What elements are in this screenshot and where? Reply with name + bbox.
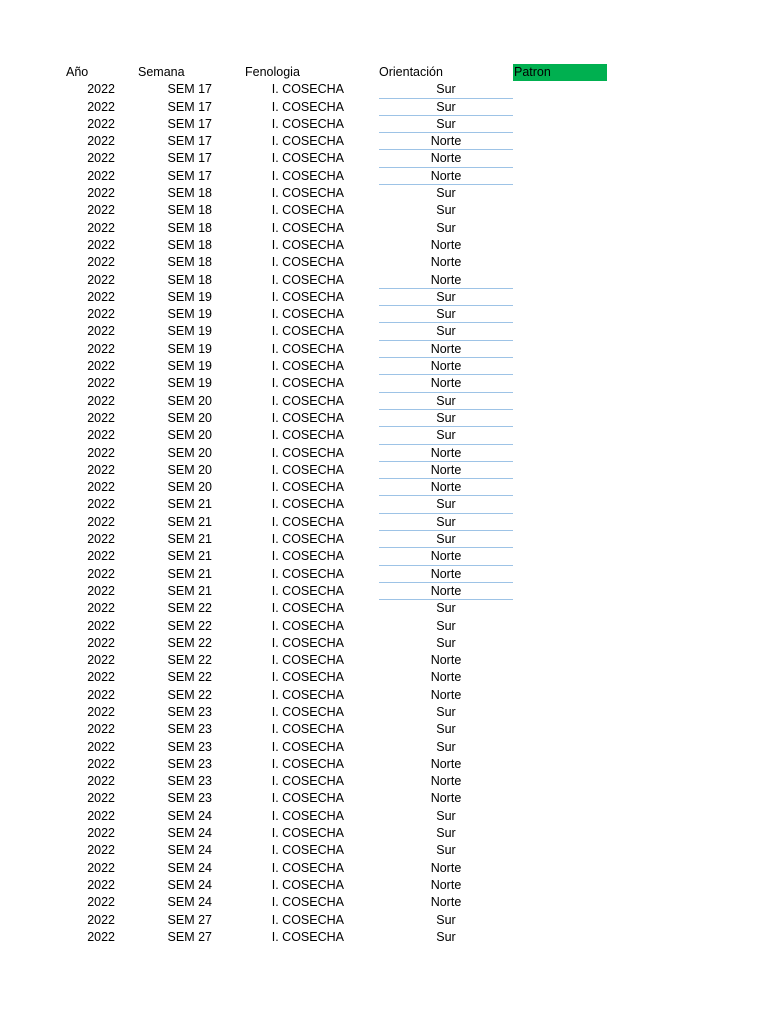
- cell-fenologia[interactable]: I. COSECHA: [271, 756, 344, 771]
- table-row: [0, 341, 768, 358]
- cell-orientacion[interactable]: Norte: [430, 670, 462, 685]
- table-row: [0, 739, 768, 756]
- cell-semana[interactable]: SEM 24: [167, 826, 212, 841]
- cell-semana[interactable]: SEM 21: [167, 497, 212, 512]
- cell-ano[interactable]: 2022: [87, 756, 115, 771]
- cell-fenologia[interactable]: I. COSECHA: [271, 289, 344, 304]
- cell-fenologia[interactable]: I. COSECHA: [271, 480, 344, 495]
- cell-orientacion[interactable]: Norte: [379, 566, 513, 583]
- table-row: [0, 99, 768, 116]
- cell-semana[interactable]: SEM 24: [167, 808, 212, 823]
- cell-ano[interactable]: 2022: [87, 255, 115, 270]
- cell-orientacion[interactable]: Sur: [379, 323, 513, 340]
- cell-semana[interactable]: SEM 22: [167, 618, 212, 633]
- table-row: [0, 410, 768, 427]
- cell-fenologia[interactable]: I. COSECHA: [271, 532, 344, 547]
- table-row: [0, 635, 768, 652]
- cell-fenologia[interactable]: I. COSECHA: [271, 341, 344, 356]
- table-row: [0, 721, 768, 738]
- cell-semana[interactable]: SEM 27: [167, 912, 212, 927]
- cell-semana[interactable]: SEM 19: [167, 324, 212, 339]
- table-row: [0, 220, 768, 237]
- cell-semana[interactable]: SEM 20: [167, 393, 212, 408]
- table-row: [0, 877, 768, 894]
- cell-orientacion[interactable]: Sur: [379, 81, 513, 98]
- cell-ano[interactable]: 2022: [87, 670, 115, 685]
- cell-fenologia[interactable]: I. COSECHA: [271, 255, 344, 270]
- spreadsheet-table: [0, 64, 768, 946]
- table-row: [0, 548, 768, 565]
- cell-fenologia[interactable]: I. COSECHA: [271, 445, 344, 460]
- cell-ano[interactable]: 2022: [87, 826, 115, 841]
- cell-ano[interactable]: 2022: [87, 653, 115, 668]
- table-row: [0, 254, 768, 271]
- cell-semana[interactable]: SEM 18: [167, 220, 212, 235]
- cell-semana[interactable]: SEM 22: [167, 687, 212, 702]
- cell-ano[interactable]: 2022: [87, 774, 115, 789]
- cell-ano[interactable]: 2022: [87, 860, 115, 875]
- cell-orientacion[interactable]: Norte: [379, 375, 513, 392]
- cell-ano[interactable]: 2022: [87, 116, 115, 131]
- cell-semana[interactable]: SEM 19: [167, 307, 212, 322]
- cell-orientacion[interactable]: Norte: [430, 237, 462, 252]
- cell-orientacion[interactable]: Norte: [379, 548, 513, 565]
- cell-fenologia[interactable]: I. COSECHA: [271, 393, 344, 408]
- cell-orientacion[interactable]: Norte: [430, 653, 462, 668]
- table-row: [0, 669, 768, 686]
- table-row: [0, 462, 768, 479]
- cell-orientacion[interactable]: Sur: [436, 635, 456, 650]
- cell-ano[interactable]: 2022: [87, 497, 115, 512]
- cell-ano[interactable]: 2022: [87, 843, 115, 858]
- cell-semana[interactable]: SEM 22: [167, 635, 212, 650]
- cell-ano[interactable]: 2022: [87, 307, 115, 322]
- cell-fenologia[interactable]: I. COSECHA: [271, 514, 344, 529]
- table-row: [0, 652, 768, 669]
- cell-ano[interactable]: 2022: [87, 220, 115, 235]
- table-row: [0, 150, 768, 167]
- cell-fenologia[interactable]: I. COSECHA: [271, 237, 344, 252]
- cell-fenologia[interactable]: I. COSECHA: [271, 462, 344, 477]
- cell-fenologia[interactable]: I. COSECHA: [271, 653, 344, 668]
- table-row: [0, 600, 768, 617]
- table-row: [0, 496, 768, 513]
- cell-fenologia[interactable]: I. COSECHA: [271, 410, 344, 425]
- cell-orientacion[interactable]: Sur: [436, 912, 456, 927]
- cell-orientacion[interactable]: Sur: [379, 531, 513, 548]
- cell-fenologia[interactable]: I. COSECHA: [271, 618, 344, 633]
- cell-ano[interactable]: 2022: [87, 428, 115, 443]
- cell-semana[interactable]: SEM 24: [167, 860, 212, 875]
- table-row: [0, 531, 768, 548]
- cell-semana[interactable]: SEM 23: [167, 722, 212, 737]
- cell-semana[interactable]: SEM 18: [167, 255, 212, 270]
- cell-fenologia[interactable]: I. COSECHA: [271, 428, 344, 443]
- cell-orientacion[interactable]: Sur: [436, 843, 456, 858]
- cell-ano[interactable]: 2022: [87, 514, 115, 529]
- cell-orientacion[interactable]: Sur: [379, 289, 513, 306]
- cell-fenologia[interactable]: I. COSECHA: [271, 359, 344, 374]
- cell-ano[interactable]: 2022: [87, 601, 115, 616]
- cell-fenologia[interactable]: I. COSECHA: [271, 877, 344, 892]
- table-row: [0, 289, 768, 306]
- table-row: [0, 773, 768, 790]
- header-patron[interactable]: Patron: [513, 64, 607, 81]
- cell-orientacion[interactable]: Norte: [379, 133, 513, 150]
- cell-semana[interactable]: SEM 19: [167, 289, 212, 304]
- cell-fenologia[interactable]: I. COSECHA: [271, 99, 344, 114]
- cell-fenologia[interactable]: I. COSECHA: [271, 912, 344, 927]
- cell-ano[interactable]: 2022: [87, 203, 115, 218]
- cell-semana[interactable]: SEM 17: [167, 168, 212, 183]
- cell-fenologia[interactable]: I. COSECHA: [271, 82, 344, 97]
- cell-orientacion[interactable]: Sur: [379, 116, 513, 133]
- table-row: [0, 704, 768, 721]
- cell-fenologia[interactable]: I. COSECHA: [271, 722, 344, 737]
- cell-semana[interactable]: SEM 17: [167, 116, 212, 131]
- cell-ano[interactable]: 2022: [87, 272, 115, 287]
- cell-orientacion[interactable]: Sur: [436, 929, 456, 944]
- table-row: [0, 445, 768, 462]
- cell-ano[interactable]: 2022: [87, 341, 115, 356]
- cell-semana[interactable]: SEM 21: [167, 566, 212, 581]
- cell-semana[interactable]: SEM 22: [167, 601, 212, 616]
- cell-semana[interactable]: SEM 22: [167, 653, 212, 668]
- cell-fenologia[interactable]: I. COSECHA: [271, 895, 344, 910]
- cell-orientacion[interactable]: Norte: [379, 462, 513, 479]
- cell-orientacion[interactable]: Sur: [436, 722, 456, 737]
- cell-ano[interactable]: 2022: [87, 237, 115, 252]
- table-row: [0, 790, 768, 807]
- cell-ano[interactable]: 2022: [87, 704, 115, 719]
- cell-orientacion[interactable]: Sur: [436, 739, 456, 754]
- cell-ano[interactable]: 2022: [87, 445, 115, 460]
- table-row: [0, 583, 768, 600]
- cell-fenologia[interactable]: I. COSECHA: [271, 116, 344, 131]
- cell-fenologia[interactable]: I. COSECHA: [271, 929, 344, 944]
- cell-semana[interactable]: SEM 18: [167, 186, 212, 201]
- cell-semana[interactable]: SEM 27: [167, 929, 212, 944]
- cell-orientacion[interactable]: Sur: [379, 306, 513, 323]
- table-row: [0, 894, 768, 911]
- cell-orientacion[interactable]: Sur: [379, 410, 513, 427]
- cell-orientacion[interactable]: Norte: [430, 687, 462, 702]
- cell-fenologia[interactable]: I. COSECHA: [271, 583, 344, 598]
- cell-ano[interactable]: 2022: [87, 359, 115, 374]
- cell-fenologia[interactable]: I. COSECHA: [271, 635, 344, 650]
- cell-ano[interactable]: 2022: [87, 186, 115, 201]
- cell-semana[interactable]: SEM 17: [167, 99, 212, 114]
- cell-ano[interactable]: 2022: [87, 912, 115, 927]
- cell-semana[interactable]: SEM 23: [167, 704, 212, 719]
- table-row: [0, 323, 768, 340]
- cell-ano[interactable]: 2022: [87, 376, 115, 391]
- table-row: [0, 375, 768, 392]
- cell-semana[interactable]: SEM 19: [167, 376, 212, 391]
- cell-fenologia[interactable]: I. COSECHA: [271, 739, 344, 754]
- header-ano[interactable]: Año: [66, 65, 89, 79]
- table-row: [0, 272, 768, 289]
- cell-fenologia[interactable]: I. COSECHA: [271, 376, 344, 391]
- cell-orientacion[interactable]: Sur: [436, 826, 456, 841]
- cell-semana[interactable]: SEM 20: [167, 428, 212, 443]
- cell-fenologia[interactable]: I. COSECHA: [271, 272, 344, 287]
- cell-semana[interactable]: SEM 17: [167, 134, 212, 149]
- cell-semana[interactable]: SEM 19: [167, 359, 212, 374]
- cell-ano[interactable]: 2022: [87, 722, 115, 737]
- cell-orientacion[interactable]: Sur: [436, 186, 456, 201]
- cell-ano[interactable]: 2022: [87, 99, 115, 114]
- cell-semana[interactable]: SEM 20: [167, 480, 212, 495]
- cell-fenologia[interactable]: I. COSECHA: [271, 843, 344, 858]
- cell-ano[interactable]: 2022: [87, 480, 115, 495]
- cell-ano[interactable]: 2022: [87, 324, 115, 339]
- table-row: [0, 514, 768, 531]
- cell-orientacion[interactable]: Norte: [379, 168, 513, 185]
- cell-fenologia[interactable]: I. COSECHA: [271, 601, 344, 616]
- cell-fenologia[interactable]: I. COSECHA: [271, 497, 344, 512]
- cell-orientacion[interactable]: Norte: [379, 583, 513, 600]
- cell-ano[interactable]: 2022: [87, 462, 115, 477]
- cell-ano[interactable]: 2022: [87, 566, 115, 581]
- cell-fenologia[interactable]: I. COSECHA: [271, 203, 344, 218]
- cell-fenologia[interactable]: I. COSECHA: [271, 670, 344, 685]
- table-row: [0, 756, 768, 773]
- cell-ano[interactable]: 2022: [87, 635, 115, 650]
- header-semana[interactable]: Semana: [138, 65, 185, 79]
- cell-ano[interactable]: 2022: [87, 151, 115, 166]
- cell-orientacion[interactable]: Sur: [436, 601, 456, 616]
- cell-ano[interactable]: 2022: [87, 549, 115, 564]
- table-row: [0, 842, 768, 859]
- table-row: [0, 808, 768, 825]
- cell-orientacion[interactable]: Norte: [379, 445, 513, 462]
- cell-fenologia[interactable]: I. COSECHA: [271, 808, 344, 823]
- cell-orientacion[interactable]: Norte: [379, 479, 513, 496]
- cell-ano[interactable]: 2022: [87, 393, 115, 408]
- cell-semana[interactable]: SEM 18: [167, 203, 212, 218]
- cell-semana[interactable]: SEM 24: [167, 843, 212, 858]
- header-orientacion[interactable]: Orientación: [379, 65, 443, 79]
- cell-semana[interactable]: SEM 23: [167, 756, 212, 771]
- cell-semana[interactable]: SEM 17: [167, 151, 212, 166]
- table-row: [0, 168, 768, 185]
- table-row: [0, 860, 768, 877]
- table-row: [0, 912, 768, 929]
- cell-ano[interactable]: 2022: [87, 410, 115, 425]
- cell-semana[interactable]: SEM 20: [167, 410, 212, 425]
- table-row: [0, 618, 768, 635]
- cell-orientacion[interactable]: Norte: [430, 255, 462, 270]
- cell-semana[interactable]: SEM 21: [167, 514, 212, 529]
- cell-orientacion[interactable]: Sur: [436, 203, 456, 218]
- cell-ano[interactable]: 2022: [87, 82, 115, 97]
- table-row: [0, 566, 768, 583]
- table-row: [0, 427, 768, 444]
- data-rows: [0, 81, 768, 946]
- cell-semana[interactable]: SEM 18: [167, 272, 212, 287]
- table-row: [0, 202, 768, 219]
- cell-semana[interactable]: SEM 19: [167, 341, 212, 356]
- cell-fenologia[interactable]: I. COSECHA: [271, 774, 344, 789]
- cell-semana[interactable]: SEM 17: [167, 82, 212, 97]
- cell-semana[interactable]: SEM 18: [167, 237, 212, 252]
- cell-orientacion[interactable]: Norte: [430, 895, 462, 910]
- cell-semana[interactable]: SEM 21: [167, 549, 212, 564]
- cell-ano[interactable]: 2022: [87, 895, 115, 910]
- cell-fenologia[interactable]: I. COSECHA: [271, 324, 344, 339]
- cell-semana[interactable]: SEM 20: [167, 445, 212, 460]
- cell-orientacion[interactable]: Norte: [430, 860, 462, 875]
- table-row: [0, 687, 768, 704]
- cell-orientacion[interactable]: Sur: [436, 220, 456, 235]
- cell-fenologia[interactable]: I. COSECHA: [271, 549, 344, 564]
- cell-orientacion[interactable]: Norte: [430, 791, 462, 806]
- cell-orientacion[interactable]: Sur: [436, 618, 456, 633]
- cell-fenologia[interactable]: I. COSECHA: [271, 307, 344, 322]
- cell-orientacion[interactable]: Norte: [379, 150, 513, 167]
- cell-semana[interactable]: SEM 21: [167, 532, 212, 547]
- table-row: [0, 306, 768, 323]
- cell-semana[interactable]: SEM 21: [167, 583, 212, 598]
- cell-orientacion[interactable]: Sur: [379, 393, 513, 410]
- table-row: [0, 479, 768, 496]
- cell-orientacion[interactable]: Norte: [430, 756, 462, 771]
- table-row: [0, 185, 768, 202]
- cell-semana[interactable]: SEM 23: [167, 791, 212, 806]
- table-row: [0, 237, 768, 254]
- header-fenologia[interactable]: Fenologia: [245, 65, 300, 79]
- cell-semana[interactable]: SEM 24: [167, 895, 212, 910]
- cell-orientacion[interactable]: Norte: [379, 358, 513, 375]
- cell-semana[interactable]: SEM 24: [167, 877, 212, 892]
- table-row: [0, 929, 768, 946]
- cell-ano[interactable]: 2022: [87, 687, 115, 702]
- table-row: [0, 133, 768, 150]
- table-row: [0, 358, 768, 375]
- cell-orientacion[interactable]: Sur: [379, 514, 513, 531]
- cell-fenologia[interactable]: I. COSECHA: [271, 791, 344, 806]
- cell-fenologia[interactable]: I. COSECHA: [271, 704, 344, 719]
- cell-orientacion[interactable]: Norte: [379, 272, 513, 289]
- cell-ano[interactable]: 2022: [87, 583, 115, 598]
- cell-fenologia[interactable]: I. COSECHA: [271, 566, 344, 581]
- cell-semana[interactable]: SEM 20: [167, 462, 212, 477]
- cell-ano[interactable]: 2022: [87, 532, 115, 547]
- cell-fenologia[interactable]: I. COSECHA: [271, 220, 344, 235]
- cell-fenologia[interactable]: I. COSECHA: [271, 134, 344, 149]
- cell-ano[interactable]: 2022: [87, 134, 115, 149]
- cell-orientacion[interactable]: Sur: [379, 496, 513, 513]
- cell-semana[interactable]: SEM 23: [167, 739, 212, 754]
- table-row: [0, 393, 768, 410]
- cell-orientacion[interactable]: Sur: [379, 99, 513, 116]
- cell-orientacion[interactable]: Norte: [430, 877, 462, 892]
- cell-semana[interactable]: SEM 22: [167, 670, 212, 685]
- cell-fenologia[interactable]: I. COSECHA: [271, 860, 344, 875]
- header-row: [0, 64, 768, 81]
- cell-fenologia[interactable]: I. COSECHA: [271, 186, 344, 201]
- table-row: [0, 825, 768, 842]
- cell-ano[interactable]: 2022: [87, 808, 115, 823]
- cell-orientacion[interactable]: Norte: [379, 341, 513, 358]
- cell-semana[interactable]: SEM 23: [167, 774, 212, 789]
- cell-ano[interactable]: 2022: [87, 618, 115, 633]
- table-row: [0, 116, 768, 133]
- cell-ano[interactable]: 2022: [87, 877, 115, 892]
- cell-fenologia[interactable]: I. COSECHA: [271, 826, 344, 841]
- cell-ano[interactable]: 2022: [87, 289, 115, 304]
- cell-fenologia[interactable]: I. COSECHA: [271, 168, 344, 183]
- cell-orientacion[interactable]: Norte: [430, 774, 462, 789]
- cell-fenologia[interactable]: I. COSECHA: [271, 687, 344, 702]
- cell-ano[interactable]: 2022: [87, 929, 115, 944]
- cell-orientacion[interactable]: Sur: [379, 427, 513, 444]
- cell-fenologia[interactable]: I. COSECHA: [271, 151, 344, 166]
- cell-ano[interactable]: 2022: [87, 168, 115, 183]
- cell-ano[interactable]: 2022: [87, 739, 115, 754]
- table-row: [0, 81, 768, 98]
- cell-orientacion[interactable]: Sur: [436, 704, 456, 719]
- cell-orientacion[interactable]: Sur: [436, 808, 456, 823]
- cell-ano[interactable]: 2022: [87, 791, 115, 806]
